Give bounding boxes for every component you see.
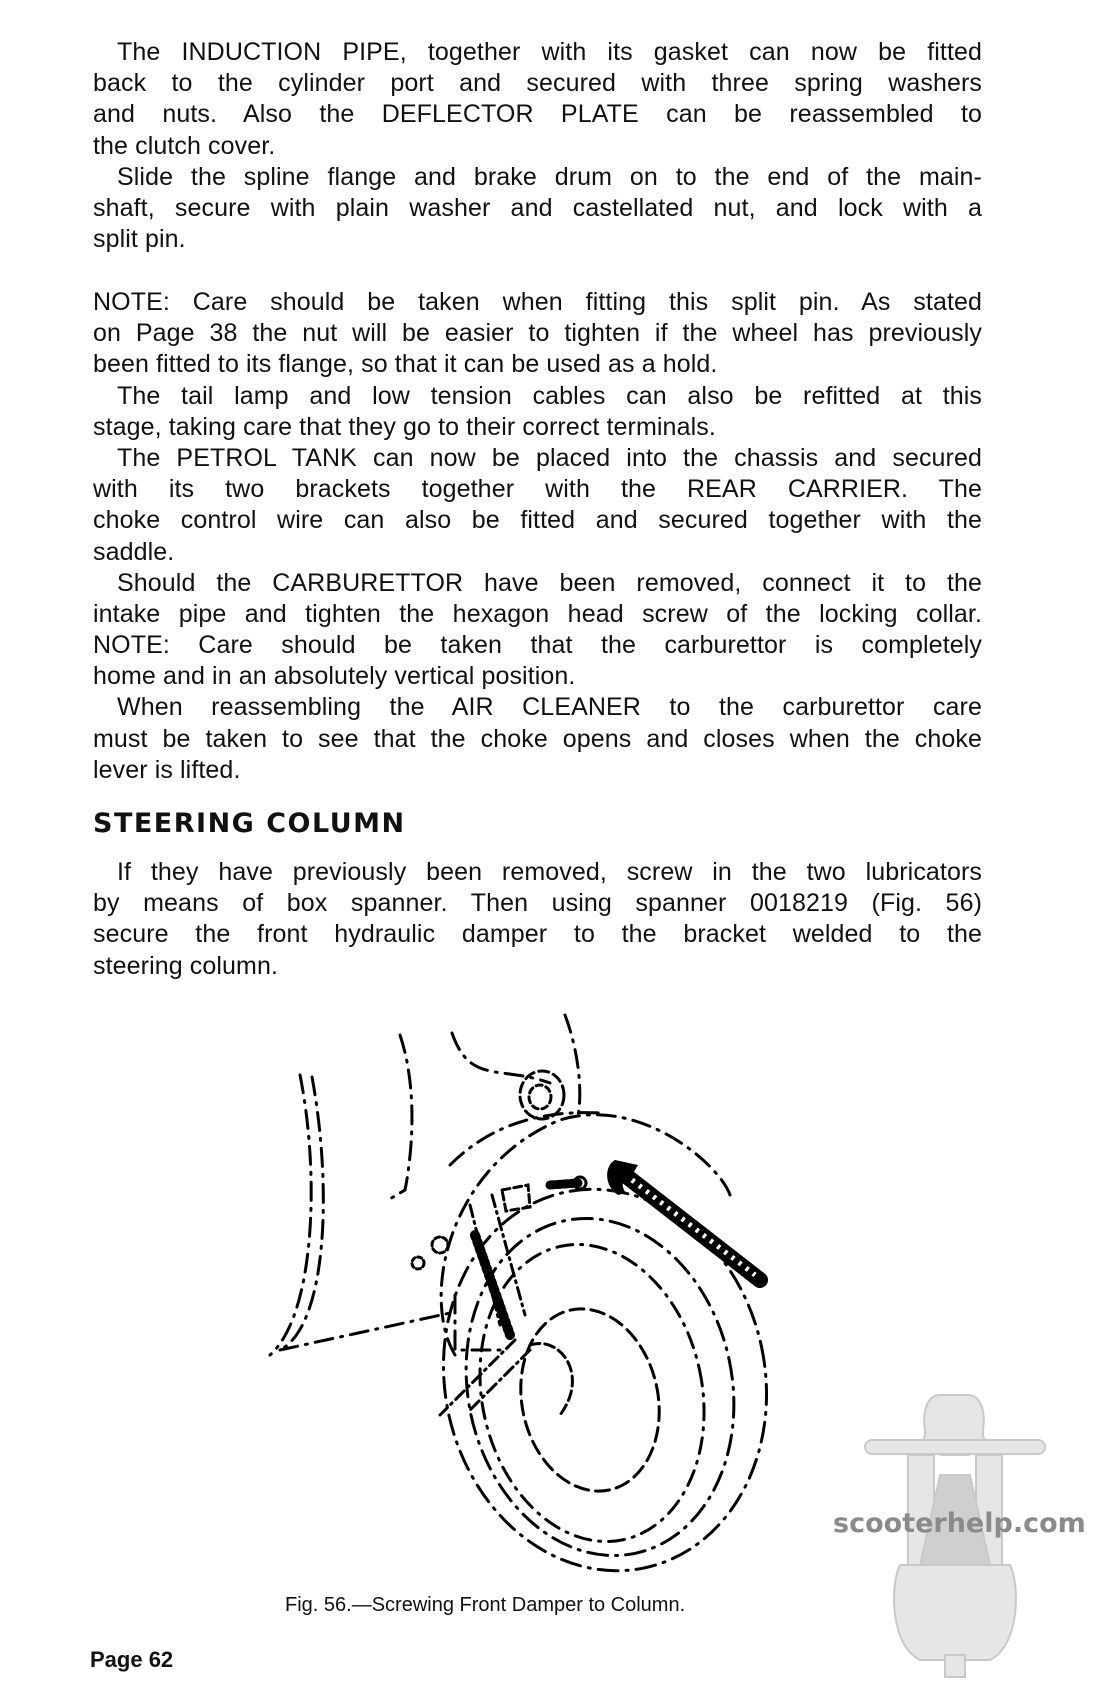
section-heading: STEERING COLUMN xyxy=(93,808,406,839)
text-line: If they have previously been removed, screw in the two lubricators xyxy=(117,858,982,886)
text-line: back to the cylinder port and secured with three spring washers xyxy=(93,69,982,98)
tyre-outer xyxy=(409,1159,780,1585)
nut-2 xyxy=(432,1237,448,1253)
text-line: The INDUCTION PIPE, together with its gasket can now be fitted xyxy=(117,38,982,66)
text-line: and nuts. Also the DEFLECTOR PLATE can be reassembled to xyxy=(93,100,982,129)
damper-bracket xyxy=(502,1185,530,1211)
text-line: intake pipe and tighten the hexagon head screw of the locking collar. xyxy=(93,599,982,628)
text-line: The tail lamp and low tension cables can also be refitted at this xyxy=(117,381,982,410)
paragraph-air-cleaner xyxy=(93,692,982,786)
paragraph-carburettor xyxy=(93,568,982,693)
lubricator xyxy=(520,1071,564,1119)
steering-column-right xyxy=(452,1033,550,1083)
text-line: home and in an absolutely vertical position. xyxy=(93,662,576,691)
text-line: split pin. xyxy=(93,225,186,254)
paragraph-tail-lamp xyxy=(93,381,982,443)
text-line: NOTE: Care should be taken that the carburettor is completely xyxy=(93,631,982,660)
nut-1 xyxy=(412,1257,424,1269)
text-line: must be taken to see that the choke opens and closes when the choke xyxy=(93,724,982,753)
page-number: Page 62 xyxy=(90,1647,174,1672)
text-line: Should the CARBURETTOR have been removed, connect it to the xyxy=(117,568,982,597)
text-line: with its two brackets together with the REAR CARRIER. The xyxy=(93,475,982,504)
text-line: choke control wire can also be fitted and secured together with the xyxy=(93,506,982,535)
paragraph-block-2 xyxy=(93,287,982,786)
mudguard-inner xyxy=(450,1113,600,1165)
steering-column-left xyxy=(388,1035,412,1200)
text-line: on Page 38 the nut will be easier to tighten if the wheel has previously xyxy=(93,319,982,348)
paragraph-spline-flange xyxy=(93,162,982,256)
hub-link xyxy=(530,1343,572,1415)
text-line: the clutch cover. xyxy=(93,131,276,160)
text-line: steering column. xyxy=(93,951,279,980)
leg-shield-outline-inner xyxy=(280,1077,323,1350)
paragraph-note-split-pin xyxy=(93,287,982,381)
text-line: stage, taking care that they go to their correct terminals. xyxy=(93,412,716,441)
paragraph-block-1 xyxy=(93,37,982,255)
paragraph-petrol-tank xyxy=(93,443,982,568)
text-line: NOTE: Care should be taken when fitting this split pin. As stated xyxy=(93,288,982,316)
text-line: by means of box spanner. Then using spanner 0018219 (Fig. 56) xyxy=(93,889,982,918)
text-line: The PETROL TANK can now be placed into the chassis and secured xyxy=(117,443,982,472)
hub xyxy=(504,1296,675,1504)
lubricator-inner xyxy=(529,1085,551,1109)
text-line: been fitted to its flange, so that it can be used as a hold. xyxy=(93,350,718,379)
text-line: shaft, secure with plain washer and castellated nut, and lock with a xyxy=(93,193,982,222)
text-line: lever is lifted. xyxy=(93,755,241,784)
leg-shield-outline xyxy=(270,1075,311,1355)
scooter-handlebar xyxy=(865,1440,1045,1454)
text-line: When reassembling the AIR CLEANER to the carburettor care xyxy=(117,693,982,722)
watermark-text: scooterhelp.com xyxy=(833,1508,1086,1539)
figure-caption: Fig. 56.—Screwing Front Damper to Column. xyxy=(285,1594,686,1616)
column-right-edge xyxy=(565,1015,580,1115)
figure-front-damper-drawing xyxy=(260,995,780,1585)
text-line: saddle. xyxy=(93,537,175,566)
text-line: secure the front hydraulic damper to the bracket welded to the xyxy=(93,920,982,949)
scooter-tail xyxy=(945,1655,965,1677)
text-line: Slide the spline flange and brake drum on to the end of the main- xyxy=(117,162,982,191)
mudguard-arc xyxy=(441,1115,730,1355)
scooter-rear-body xyxy=(894,1565,1016,1660)
paragraph-steering-column xyxy=(93,857,982,982)
paragraph-induction-pipe xyxy=(93,37,982,162)
